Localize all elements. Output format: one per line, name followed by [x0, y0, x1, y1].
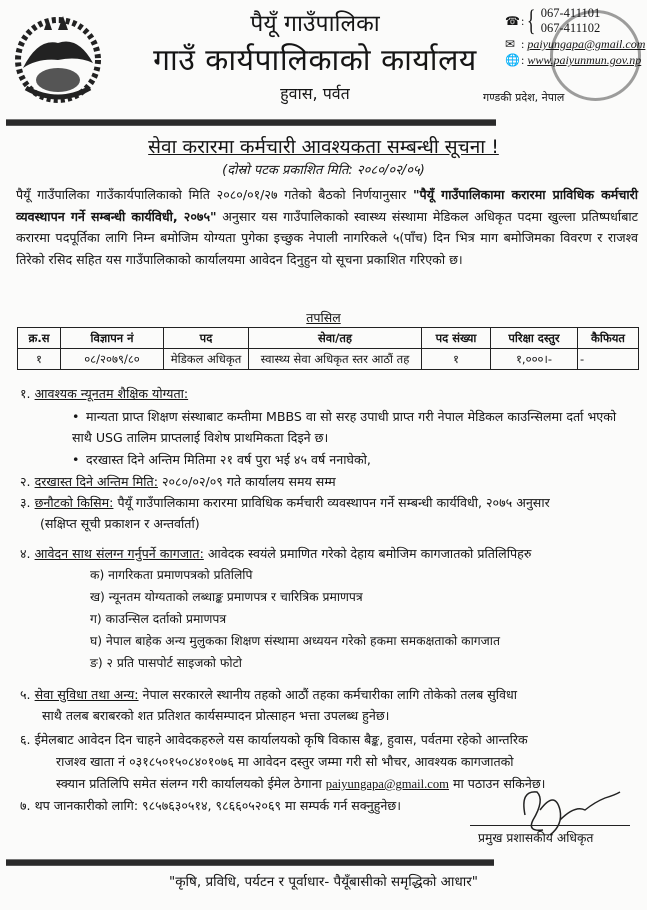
cell: स्वास्थ्य सेवा अधिकृत स्तर आठौं तह: [249, 349, 422, 370]
cell: १,०००।-: [491, 349, 578, 370]
footer-motto: "कृषि, प्रविधि, पर्यटन र पूर्वाधार- पैयूँबासीको समृद्धिको आधार": [168, 874, 479, 890]
section-1: १. आवश्यक न्यूनतम शैक्षिक योग्यता:: [20, 386, 189, 401]
website-row: 🌐 : www.paiyunmun.gov.np: [505, 53, 642, 67]
document-item: ख) न्यूनतम योग्यताको लब्धाङ्क प्रमाणपत्र र चारित्रिक प्रमाणपत्र: [90, 590, 363, 604]
section-2: २. दरखास्त दिने अन्तिम मिति: २०८०/०२/०९ गते कार्यालय समय सम्म: [20, 474, 336, 489]
signatory-title: प्रमुख प्रशासकीय अधिकृत: [478, 831, 594, 845]
section-3: ३. छनौटको किसिम: पैयूँ गाउँपालिकामा करारमा प्राविधिक कर्मचारी व्यवस्थापन गर्ने सम्बन्धी कार्यविधी, २०७५ अनुसार: [20, 495, 550, 510]
notice-title: सेवा करारमा कर्मचारी आवश्यकता सम्बन्धी सूचना !: [148, 136, 499, 158]
section-2-heading: दरखास्त दिने अन्तिम मिति:: [34, 474, 158, 489]
province-name: गण्डकी प्रदेश, नेपाल: [483, 91, 565, 104]
notice-subtitle: (दोस्रो पटक प्रकाशित मिति: २०८०/०२/०५): [222, 163, 425, 178]
phone-row: ☎ : { 067-411101 067-411102: [505, 4, 601, 37]
office-name: गाउँ कार्यपालिकाको कार्यालय: [153, 43, 477, 78]
col-header: विज्ञापन नं: [61, 328, 164, 349]
bullet-item: • दरखास्त दिने अन्तिम मितिमा २१ वर्ष पुरा भई ४५ वर्ष ननाघेको,: [72, 452, 371, 467]
document-item: ग) काउन्सिल दर्ताको प्रमाणपत्र: [90, 612, 227, 626]
intro-paragraph: पैयूँ गाउँपालिका गाउँकार्यपालिकाको मिति २०८०/०१/२७ गतेको बैठको निर्णयानुसार "पैयूँ गाउँपालिकामा करारमा प्राविधिक कर्मचारी व्यवस्थापन गर्ने सम्बन्धी कार्यविधी, २०७५" अनुसार यस गाउँपालिकाको स्वास्थ्य संस्थामा मेडिकल अधिकृत पदमा खुल्ला प्रतिष्पर्धाबाट करारमा पदपूर्तिका लागि निम्न बमोजिम योग्यता पुगेका इच्छुक नेपाली नागरिकले ५(पाँच) दिन भित्र माग बमोजिमका विवरण र राजश्व तिरेको रसिद सहित यस गाउँपालिकाको कार्यालयमा आवेदन दिनुहुन यो सूचना प्रकाशित गरिएको छ।: [16, 187, 638, 267]
header-email-link[interactable]: paiyungapa@gmail.com: [527, 37, 646, 51]
section-4: ४. आवेदन साथ संलग्न गर्नुपर्ने कागजात: आवेदक स्वयंले प्रमाणित गरेको देहाय बमोजिम कागजातको प्रतिलिपिहरु: [20, 546, 532, 561]
section-6-continued-2: स्क्यान प्रतिलिपि समेत संलग्न गरी कार्यालयको ईमेल ठेगाना paiyungapa@gmail.com मा पठाउन सकिनेछ।: [56, 776, 546, 791]
footer-divider: [6, 859, 494, 866]
office-location: हुवास, पर्वत: [280, 84, 350, 103]
col-header: कैफियत: [578, 328, 639, 349]
section-3-heading: छनौटको किसिम:: [34, 495, 114, 510]
signature-line: [470, 825, 630, 826]
vacancy-table: [17, 327, 639, 370]
col-header: क्र.स: [18, 328, 61, 349]
nepal-emblem-icon: [8, 8, 108, 108]
phone-number-1: 067-411101: [540, 6, 601, 20]
municipality-name: पैयूँ गाउँपालिका: [250, 11, 380, 37]
globe-icon: 🌐: [505, 53, 520, 67]
section-4-heading: आवेदन साथ संलग्न गर्नुपर्ने कागजात:: [34, 546, 204, 561]
website-link[interactable]: www.paiyunmun.gov.np: [527, 53, 642, 67]
phone-icon: ☎: [505, 14, 520, 28]
office-stamp: [550, 10, 641, 101]
envelope-icon: ✉: [505, 37, 516, 51]
col-header: पद संख्या: [422, 328, 491, 349]
section-5-continued: साथै तलब बराबरको शत प्रतिशत कार्यसम्पादन प्रोत्साहन भत्ता उपलब्ध हुनेछ।: [42, 708, 390, 723]
header-divider: [6, 119, 496, 126]
col-header: पद: [164, 328, 249, 349]
phone-number-2: 067-411102: [540, 21, 601, 35]
cell: -: [578, 349, 639, 370]
brace: {: [527, 4, 536, 37]
section-3-continued: (सक्षिप्त सूची प्रकाशन र अन्तर्वार्ता): [40, 516, 200, 531]
col-header: सेवा/तह: [249, 328, 422, 349]
section-6-continued: राजश्व खाता नं ०३१८५०१५०८४०१०७६ मा आवेदन दस्तुर जम्मा गरी सो भौचर, आवश्यक कागजातको: [56, 754, 514, 769]
procedure-name: "पैयूँ गाउँपालिकामा करारमा प्राविधिक कर्मचारी व्यवस्थापन गर्ने सम्बन्धी कार्यविधी, २०७५": [16, 187, 638, 224]
document-item: क) नागरिकता प्रमाणपत्रको प्रतिलिपि: [90, 568, 253, 582]
document-item: ङ) २ प्रति पासपोर्ट साइजको फोटो: [90, 656, 242, 670]
col-header: परिक्षा दस्तुर: [491, 328, 578, 349]
section-1-heading: आवश्यक न्यूनतम शैक्षिक योग्यता:: [34, 386, 189, 401]
table-row: [18, 349, 639, 370]
section-5: ५. सेवा सुविधा तथा अन्य: नेपाल सरकारले स्थानीय तहको आठौं तहका कर्मचारीका लागि तोकेको तलब सुविधा: [20, 687, 518, 702]
section-5-heading: सेवा सुविधा तथा अन्य:: [34, 687, 139, 702]
bullet-item: • मान्यता प्राप्त शिक्षण संस्थाबाट कम्तीमा MBBS वा सो सरह उपाधी प्राप्त गरी नेपाल मेडिकल काउन्सिलमा दर्ता भएको साथै USG तालिम प्राप्तलाई विशेष प्राथमिकता दिइने छ।: [72, 409, 617, 445]
email-row: ✉ : paiyungapa@gmail.com: [505, 37, 646, 51]
cell: ०८/२०७९/८०: [61, 349, 164, 370]
table-header-row: [18, 328, 639, 349]
office-email-link[interactable]: paiyungapa@gmail.com: [325, 777, 449, 791]
document-item: घ) नेपाल बाहेक अन्य मुलुकका शिक्षण संस्थामा अध्ययन गरेको हकमा समकक्षताको कागजात: [90, 634, 501, 648]
cell: १: [422, 349, 491, 370]
cell: मेडिकल अधिकृत: [164, 349, 249, 370]
section-6: ६. ईमेलबाट आवेदन दिन चाहने आवेदकहरुले यस कार्यालयको कृषि विकास बैङ्क, हुवास, पर्वतमा रहेको आन्तरिक: [20, 732, 528, 747]
cell: १: [18, 349, 61, 370]
table-caption: तपसिल: [306, 310, 341, 325]
section-7: ७. थप जानकारीको लागि: ९८५७६३०५१४, ९८६६०५२०६९ मा सम्पर्क गर्न सक्नुहुनेछ।: [20, 798, 401, 813]
